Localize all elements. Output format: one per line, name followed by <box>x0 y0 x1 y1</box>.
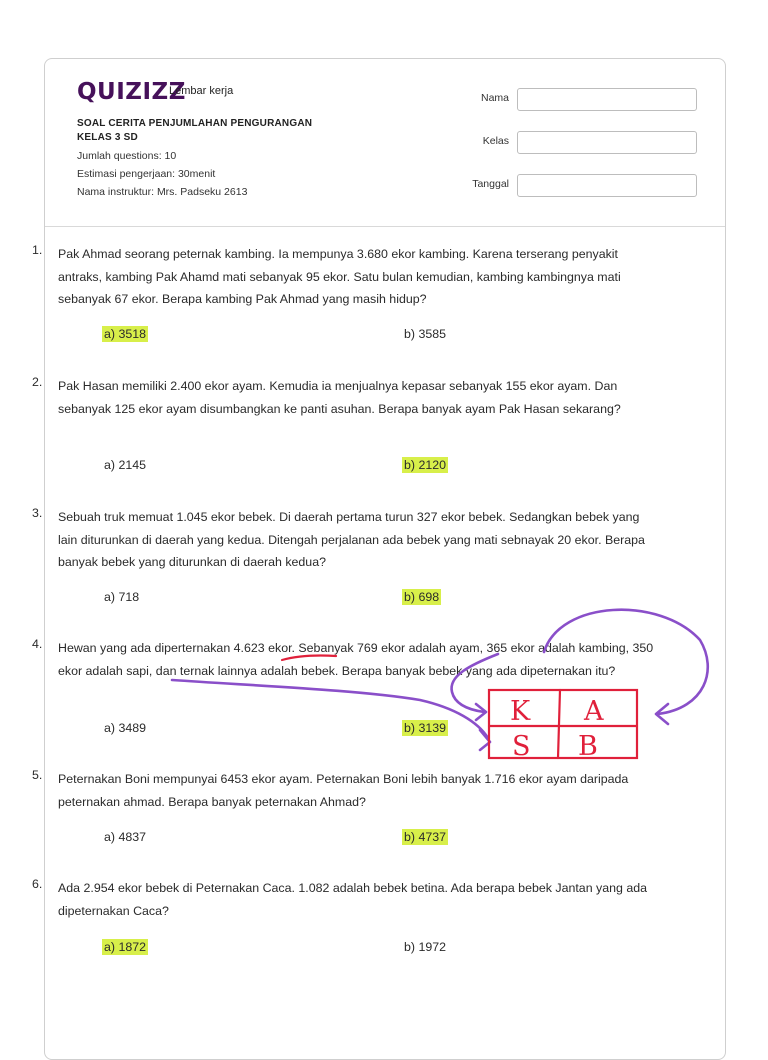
question-text: Pak Ahmad seorang peternak kambing. Ia mempunya 3.680 ekor kambing. Karena terserang penyakit antraks, kambing Pak Ahamd mati sebanyak 95 ekor. Satu bulan kemudian, kambing kambingnya mati sebanyak 67 ekor. Berapa kambing Pak Ahmad yang masih hidup? <box>58 247 621 306</box>
question-text: Pak Hasan memiliki 2.400 ekor ayam. Kemudia ia menjualnya kepasar sebanyak 155 ekor ayam. Dan sebanyak 125 ekor ayam disumbangkan ke panti asuhan. Berapa banyak ayam Pak Hasan sekarang? <box>58 379 621 416</box>
option-label: b) 698 <box>404 590 440 604</box>
option-label: a) 3518 <box>104 327 147 341</box>
option-b[interactable] <box>402 458 448 472</box>
question-number: 3. <box>32 506 43 520</box>
option-a[interactable] <box>102 458 148 472</box>
option-label: b) 2120 <box>404 458 447 472</box>
question-number: 5. <box>32 768 43 782</box>
quizizz-logo: QUIZIZZ <box>77 79 186 105</box>
option-label: a) 2145 <box>104 458 147 472</box>
question-number: 4. <box>32 637 43 651</box>
option-a[interactable] <box>102 327 148 341</box>
option-b[interactable] <box>402 721 448 735</box>
option-label: a) 3489 <box>104 721 147 735</box>
question-number: 6. <box>32 877 43 891</box>
option-label: a) 718 <box>104 590 140 604</box>
date-label: Tanggal <box>472 178 509 190</box>
option-a[interactable] <box>102 590 141 604</box>
option-b[interactable] <box>402 327 448 341</box>
questions-count: Jumlah questions: 10 <box>77 150 177 162</box>
date-input[interactable] <box>517 174 697 197</box>
option-label: b) 4737 <box>404 830 447 844</box>
option-label: b) 1972 <box>404 940 447 954</box>
question-text: Ada 2.954 ekor bebek di Peternakan Caca. 1.082 adalah bebek betina. Ada berapa bebek Jantan yang ada dipeternakan Caca? <box>58 881 648 918</box>
grid-letter-b: B <box>578 731 598 762</box>
option-label: a) 4837 <box>104 830 147 844</box>
instructor-name: Nama instruktur: Mrs. Padseku 2613 <box>77 186 248 198</box>
question-text: Hewan yang ada diperternakan 4.623 ekor. Sebanyak 769 ekor adalah ayam, 365 ekor adalah kambing, 350 ekor adalah sapi, dan ternak lainnya adalah bebek. Berapa banyak bebek yang ada dipeternakan itu? <box>58 641 654 678</box>
name-input[interactable] <box>517 88 697 111</box>
title-line-1: SOAL CERITA PENJUMLAHAN PENGURANGAN <box>77 118 313 129</box>
grid-letter-s: S <box>512 731 531 762</box>
option-label: a) 1872 <box>104 940 147 954</box>
option-label: b) 3139 <box>404 721 447 735</box>
class-input[interactable] <box>517 131 697 154</box>
title-line-2: KELAS 3 SD <box>77 132 138 143</box>
class-label: Kelas <box>482 135 509 147</box>
option-a[interactable] <box>102 940 148 954</box>
worksheet-header <box>45 59 725 227</box>
question-number: 2. <box>32 375 43 389</box>
worksheet-title <box>77 117 337 145</box>
grid-letter-k: K <box>510 696 531 727</box>
name-label: Nama <box>480 92 509 104</box>
option-b[interactable] <box>402 940 448 954</box>
question-text: Sebuah truk memuat 1.045 ekor bebek. Di daerah pertama turun 327 ekor bebek. Sedangkan bebek yang lain diturunkan di daerah yang kedua. Ditengah perjalanan ada bebek yang mati sebnayak 20 ekor. Berapa banyak bebek yang diturunkan di daerah kedua? <box>58 510 645 569</box>
worksheet-subtitle: Lembar kerja <box>169 85 234 97</box>
option-b[interactable] <box>402 590 441 604</box>
option-a[interactable] <box>102 721 148 735</box>
question-text: Peternakan Boni mempunyai 6453 ekor ayam. Peternakan Boni lebih banyak 1.716 ekor ayam daripada peternakan ahmad. Berapa banyak peternakan Ahmad? <box>58 772 629 809</box>
grid-letter-a: A <box>584 696 604 727</box>
estimation-time: Estimasi pengerjaan: 30menit <box>77 168 216 180</box>
option-label: b) 3585 <box>404 327 447 341</box>
option-a[interactable] <box>102 830 148 844</box>
question-number: 1. <box>32 243 43 257</box>
option-b[interactable] <box>402 830 448 844</box>
